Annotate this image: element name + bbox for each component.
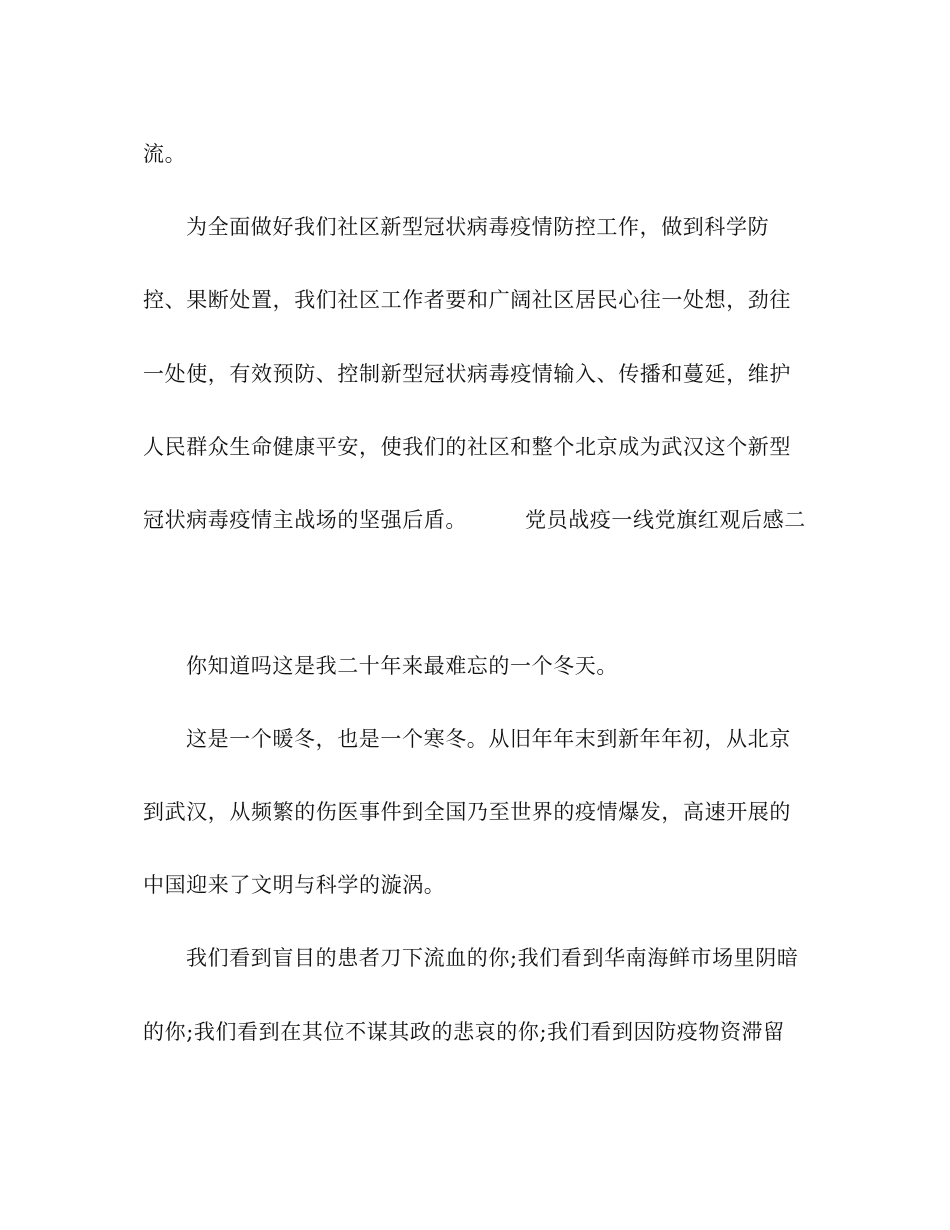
section-title: 党员战疫一线党旗红观后感二 <box>525 508 806 532</box>
text-line-10: 中国迎来了文明与科学的漩涡。 <box>143 873 446 897</box>
text-line-8: 这是一个暖冬，也是一个寒冬。从旧年年末到新年年初，从北京 <box>186 727 791 751</box>
text-line-9: 到武汉，从频繁的伤医事件到全国乃至世界的疫情爆发，高速开展的 <box>143 800 791 824</box>
text-line-3: 控、果断处置，我们社区工作者要和广阔社区居民心往一处想，劲往 <box>143 288 791 312</box>
text-line-5: 人民群众生命健康平安，使我们的社区和整个北京成为武汉这个新型 <box>143 435 791 459</box>
text-line-2: 为全面做好我们社区新型冠状病毒疫情防控工作，做到科学防 <box>186 215 770 239</box>
text-line-12: 的你;我们看到在其位不谋其政的悲哀的你;我们看到因防疫物资滞留 <box>143 1020 785 1044</box>
text-line-6 <box>143 506 823 534</box>
paragraph-end-text: 冠状病毒疫情主战场的坚强后盾。 <box>143 508 467 532</box>
text-line-7: 你知道吗这是我二十年来最难忘的一个冬天。 <box>186 654 618 678</box>
text-line-4: 一处使，有效预防、控制新型冠状病毒疫情输入、传播和蔓延，维护 <box>143 362 791 386</box>
text-line-1: 流。 <box>143 142 187 166</box>
text-line-11: 我们看到盲目的患者刀下流血的你;我们看到华南海鲜市场里阴暗 <box>186 946 799 970</box>
